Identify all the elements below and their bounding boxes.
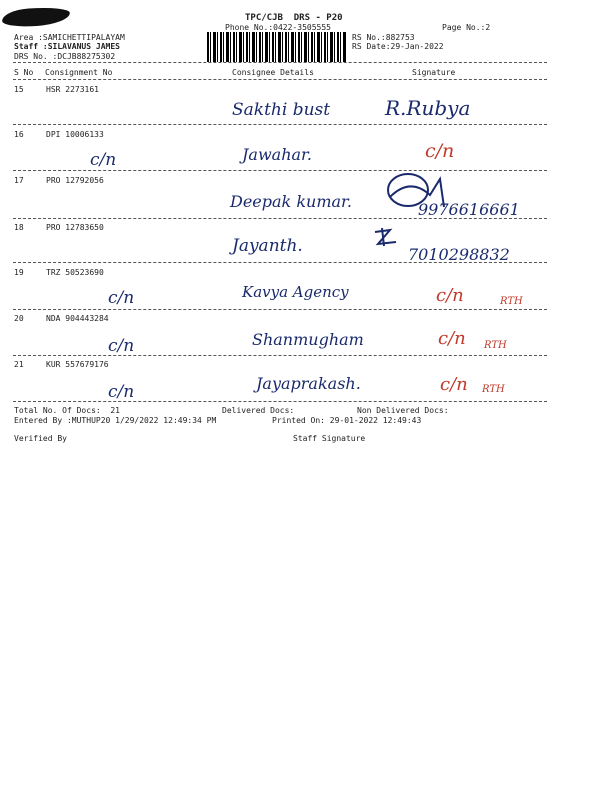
area-label: Area :SAMICHETTIPALAYAM [14,33,125,42]
drs-title: TPC/CJB DRS - P20 [245,13,343,23]
column-header-consignee: Consignee Details [232,68,314,77]
row-consignee-handwritten: Jayanth. [232,236,303,256]
row-phone-handwritten: 9976616661 [418,200,520,219]
row-consignee-handwritten: Shanmugham [252,330,364,349]
row-divider [13,262,547,263]
row-signature-handwritten: R.Rubya [385,96,471,120]
staff-signature-label: Staff Signature [293,434,366,443]
row-sno: 15 [14,85,24,94]
row-phone-handwritten: 7010298832 [408,245,510,264]
rs-number: RS No.:882753 [352,33,415,42]
divider [13,79,547,80]
row-signature-handwritten: c/n [425,140,455,162]
rs-date: RS Date:29-Jan-2022 [352,42,444,51]
row-remark-handwritten: RTH [500,296,523,307]
row-note-handwritten: c/n [108,382,135,402]
row-consignee-handwritten: Deepak kumar. [230,192,353,211]
staff-label: Staff :SILAVANUS JAMES [14,42,120,51]
row-remark-handwritten: RTH [484,340,507,351]
row-sno: 19 [14,268,24,277]
printed-on: Printed On: 29-01-2022 12:49:43 [272,416,422,425]
row-divider [13,124,547,125]
row-sno: 17 [14,176,24,185]
row-sno: 21 [14,360,24,369]
row-note-handwritten: c/n [108,288,135,308]
divider [13,401,547,402]
row-sno: 18 [14,223,24,232]
row-divider [13,355,547,356]
row-consignee-handwritten: Jayaprakash. [256,374,361,393]
phone-number: Phone No.:0422-3505555 [225,23,331,32]
row-consignment: PRO 12783650 [46,223,104,232]
verified-by-label: Verified By [14,434,67,443]
row-note-handwritten: c/n [90,150,117,170]
entered-by: Entered By :MUTHUP20 1/29/2022 12:49:34 PM [14,416,217,425]
drs-number: DRS No. :DCJB88275302 [14,52,116,61]
column-header-sno: S No [14,68,34,77]
row-note-handwritten: c/n [108,336,135,356]
row-signature-handwritten: c/n [438,328,466,349]
row-consignment: NDA 904443284 [46,314,109,323]
row-divider [13,309,547,310]
row-consignee-handwritten: Jawahar. [242,145,313,164]
divider [13,62,547,63]
row-signature-handwritten: c/n [440,374,468,395]
row-signature-handwritten: c/n [436,285,464,306]
row-consignment: TRZ 50523690 [46,268,104,277]
redaction-mark [1,6,70,29]
row-consignment: KUR 557679176 [46,360,109,369]
row-divider [13,170,547,171]
signature-scribble [372,226,402,248]
row-consignment: PRO 12792056 [46,176,104,185]
row-consignee-handwritten: Sakthi bust [232,100,331,120]
column-header-consignment: Consignment No [45,68,113,77]
delivered-docs: Delivered Docs: [222,406,295,415]
non-delivered-docs: Non Delivered Docs: [357,406,449,415]
barcode [207,32,346,62]
page-number: Page No.:2 [442,23,491,32]
total-docs: Total No. Of Docs: 21 [14,406,120,415]
row-consignee-handwritten: Kavya Agency [242,283,349,301]
column-header-signature: Signature [412,68,456,77]
row-sno: 20 [14,314,24,323]
row-divider [13,218,547,219]
row-consignment: HSR 2273161 [46,85,99,94]
row-sno: 16 [14,130,24,139]
row-consignment: DPI 10006133 [46,130,104,139]
row-remark-handwritten: RTH [482,384,505,395]
